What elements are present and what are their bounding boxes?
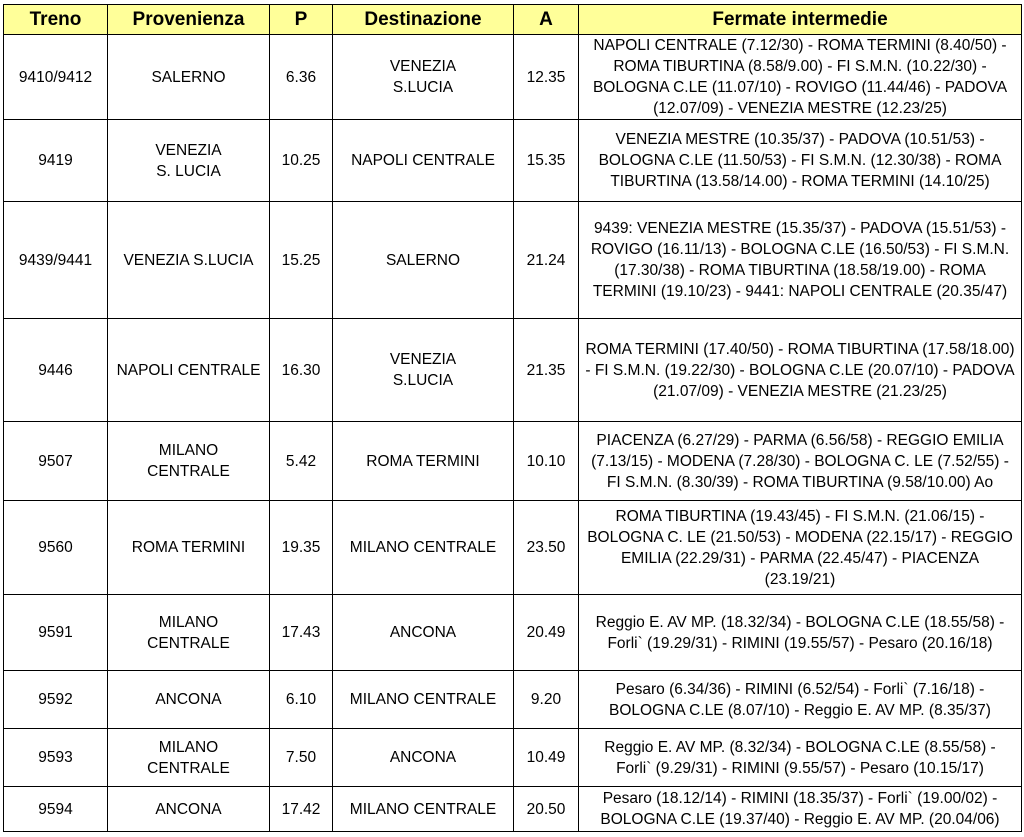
- table-row: [4, 202, 1022, 319]
- cell-provenienza: VENEZIA S.LUCIA: [108, 202, 270, 319]
- cell-partenza: 6.10: [270, 671, 333, 729]
- cell-treno: 9560: [4, 501, 108, 595]
- table-row: [4, 35, 1022, 120]
- cell-treno: 9591: [4, 595, 108, 671]
- cell-provenienza: SALERNO: [108, 35, 270, 120]
- table-row: [4, 729, 1022, 787]
- cell-arrivo: 9.20: [514, 671, 579, 729]
- cell-fermate-intermedie: Pesaro (18.12/14) - RIMINI (18.35/37) - Forli` (19.00/02) - BOLOGNA C.LE (19.37/40) - Reggio E. AV MP. (20.04/06): [579, 787, 1022, 832]
- cell-treno: 9446: [4, 319, 108, 422]
- header-destinazione: Destinazione: [333, 5, 514, 35]
- header-partenza: P: [270, 5, 333, 35]
- cell-fermate-intermedie: ROMA TIBURTINA (19.43/45) - FI S.M.N. (21.06/15) - BOLOGNA C. LE (21.50/53) - MODENA (22.15/17) - REGGIO EMILIA (22.29/31) - PARMA (22.45/47) - PIACENZA (23.19/21): [579, 501, 1022, 595]
- cell-provenienza: ANCONA: [108, 787, 270, 832]
- cell-provenienza: MILANO CENTRALE: [108, 729, 270, 787]
- cell-treno: 9594: [4, 787, 108, 832]
- cell-destinazione: ANCONA: [333, 729, 514, 787]
- cell-destinazione: VENEZIA S.LUCIA: [333, 35, 514, 120]
- cell-arrivo: 20.49: [514, 595, 579, 671]
- cell-arrivo: 20.50: [514, 787, 579, 832]
- train-schedule-table: [3, 4, 1022, 832]
- cell-arrivo: 21.24: [514, 202, 579, 319]
- cell-fermate-intermedie: NAPOLI CENTRALE (7.12/30) - ROMA TERMINI (8.40/50) - ROMA TIBURTINA (8.58/9.00) - FI S.M.N. (10.22/30) - BOLOGNA C.LE (11.07/10) - ROVIGO (11.44/46) - PADOVA (12.07/09) - VENEZIA MESTRE (12.23/25): [579, 35, 1022, 120]
- header-provenienza: Provenienza: [108, 5, 270, 35]
- cell-partenza: 7.50: [270, 729, 333, 787]
- table-row: [4, 787, 1022, 832]
- cell-provenienza: MILANO CENTRALE: [108, 595, 270, 671]
- cell-treno: 9419: [4, 120, 108, 202]
- cell-partenza: 15.25: [270, 202, 333, 319]
- table-row: [4, 120, 1022, 202]
- cell-destinazione: NAPOLI CENTRALE: [333, 120, 514, 202]
- cell-treno: 9592: [4, 671, 108, 729]
- cell-provenienza: ROMA TERMINI: [108, 501, 270, 595]
- cell-provenienza: MILANO CENTRALE: [108, 422, 270, 501]
- cell-destinazione: ANCONA: [333, 595, 514, 671]
- table-body: [4, 35, 1022, 832]
- table-row: [4, 501, 1022, 595]
- cell-partenza: 17.43: [270, 595, 333, 671]
- cell-partenza: 5.42: [270, 422, 333, 501]
- cell-arrivo: 10.10: [514, 422, 579, 501]
- cell-treno: 9507: [4, 422, 108, 501]
- cell-destinazione: MILANO CENTRALE: [333, 671, 514, 729]
- header-arrivo: A: [514, 5, 579, 35]
- cell-fermate-intermedie: Reggio E. AV MP. (18.32/34) - BOLOGNA C.LE (18.55/58) - Forli` (19.29/31) - RIMINI (19.55/57) - Pesaro (20.16/18): [579, 595, 1022, 671]
- cell-destinazione: VENEZIA S.LUCIA: [333, 319, 514, 422]
- table-row: [4, 422, 1022, 501]
- table-row: [4, 595, 1022, 671]
- cell-treno: 9439/9441: [4, 202, 108, 319]
- cell-fermate-intermedie: PIACENZA (6.27/29) - PARMA (6.56/58) - REGGIO EMILIA (7.13/15) - MODENA (7.28/30) - BOLOGNA C. LE (7.52/55) - FI S.M.N. (8.30/39) - ROMA TIBURTINA (9.58/10.00) Ao: [579, 422, 1022, 501]
- cell-arrivo: 12.35: [514, 35, 579, 120]
- cell-arrivo: 15.35: [514, 120, 579, 202]
- cell-arrivo: 10.49: [514, 729, 579, 787]
- cell-fermate-intermedie: VENEZIA MESTRE (10.35/37) - PADOVA (10.51/53) - BOLOGNA C.LE (11.50/53) - FI S.M.N. (12.30/38) - ROMA TIBURTINA (13.58/14.00) - ROMA TERMINI (14.10/25): [579, 120, 1022, 202]
- cell-destinazione: MILANO CENTRALE: [333, 501, 514, 595]
- cell-arrivo: 21.35: [514, 319, 579, 422]
- table-row: [4, 319, 1022, 422]
- cell-provenienza: ANCONA: [108, 671, 270, 729]
- cell-treno: 9410/9412: [4, 35, 108, 120]
- cell-partenza: 17.42: [270, 787, 333, 832]
- cell-partenza: 16.30: [270, 319, 333, 422]
- header-fermate-intermedie: Fermate intermedie: [579, 5, 1022, 35]
- cell-arrivo: 23.50: [514, 501, 579, 595]
- cell-partenza: 10.25: [270, 120, 333, 202]
- cell-fermate-intermedie: ROMA TERMINI (17.40/50) - ROMA TIBURTINA (17.58/18.00) - FI S.M.N. (19.22/30) - BOLOGNA C.LE (20.07/10) - PADOVA (21.07/09) - VENEZIA MESTRE (21.23/25): [579, 319, 1022, 422]
- cell-provenienza: NAPOLI CENTRALE: [108, 319, 270, 422]
- cell-destinazione: ROMA TERMINI: [333, 422, 514, 501]
- cell-destinazione: SALERNO: [333, 202, 514, 319]
- header-treno: Treno: [4, 5, 108, 35]
- cell-destinazione: MILANO CENTRALE: [333, 787, 514, 832]
- table-row: [4, 671, 1022, 729]
- cell-partenza: 19.35: [270, 501, 333, 595]
- cell-provenienza: VENEZIA S. LUCIA: [108, 120, 270, 202]
- cell-partenza: 6.36: [270, 35, 333, 120]
- cell-fermate-intermedie: Pesaro (6.34/36) - RIMINI (6.52/54) - Forli` (7.16/18) - BOLOGNA C.LE (8.07/10) - Reggio E. AV MP. (8.35/37): [579, 671, 1022, 729]
- cell-treno: 9593: [4, 729, 108, 787]
- cell-fermate-intermedie: Reggio E. AV MP. (8.32/34) - BOLOGNA C.LE (8.55/58) - Forli` (9.29/31) - RIMINI (9.55/57) - Pesaro (10.15/17): [579, 729, 1022, 787]
- cell-fermate-intermedie: 9439: VENEZIA MESTRE (15.35/37) - PADOVA (15.51/53) - ROVIGO (16.11/13) - BOLOGNA C.LE (16.50/53) - FI S.M.N. (17.30/38) - ROMA TIBURTINA (18.58/19.00) - ROMA TERMINI (19.10/23) - 9441: NAPOLI CENTRALE (20.35/47): [579, 202, 1022, 319]
- header-row: [4, 5, 1022, 35]
